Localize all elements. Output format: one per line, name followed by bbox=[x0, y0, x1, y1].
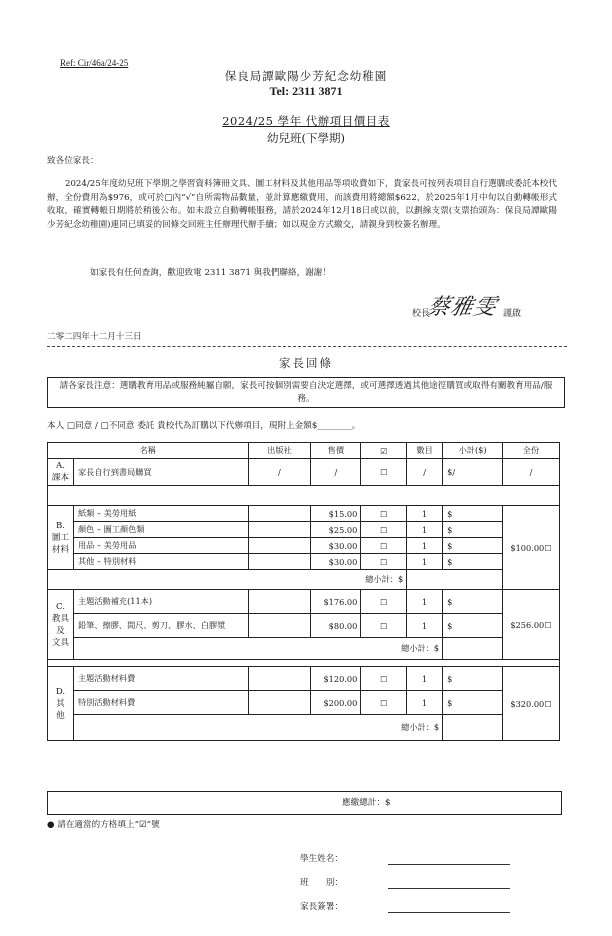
item-publisher bbox=[248, 691, 311, 715]
section-c-subtotal-row bbox=[48, 638, 560, 660]
item-checkbox[interactable]: ☐ bbox=[361, 614, 407, 638]
item-publisher bbox=[248, 614, 311, 638]
item-subtotal[interactable]: $ bbox=[443, 590, 503, 614]
consent-statement[interactable]: 本人 □同意 / □不同意 委託 貴校代為訂購以下代辦項目，現附上金額$________。 bbox=[47, 421, 361, 431]
section-a-subtotal[interactable]: $/ bbox=[443, 459, 503, 486]
item-price: $80.00 bbox=[311, 614, 361, 638]
section-b-subtotal-label: 總小計：$ bbox=[48, 570, 407, 590]
student-name-label: 學生姓名： bbox=[300, 854, 343, 864]
item-publisher bbox=[248, 590, 311, 614]
header-name: 名稱 bbox=[48, 443, 249, 459]
spacer-row bbox=[48, 660, 560, 667]
item-quantity: 1 bbox=[407, 506, 443, 522]
item-checkbox[interactable]: ☐ bbox=[361, 506, 407, 522]
header-full-set: 全份 bbox=[502, 443, 559, 459]
section-d-subtotal-row bbox=[48, 715, 560, 741]
spacer-row bbox=[48, 486, 560, 506]
item-checkbox[interactable]: ☐ bbox=[361, 538, 407, 554]
item-publisher bbox=[248, 506, 311, 522]
item-quantity: 1 bbox=[407, 554, 443, 570]
parent-signature-field[interactable] bbox=[388, 912, 510, 913]
grand-total-label[interactable]: 應繳總計：$ bbox=[342, 798, 391, 808]
item-subtotal[interactable]: $ bbox=[443, 522, 503, 538]
section-c-full-price[interactable]: $256.00☐ bbox=[502, 590, 559, 660]
item-quantity: 1 bbox=[407, 522, 443, 538]
item-name: 鉛筆、擦膠、間尺、剪刀、膠水、白膠漿 bbox=[73, 614, 248, 638]
header-subtotal: 小計($) bbox=[443, 443, 503, 459]
item-quantity: 1 bbox=[407, 667, 443, 691]
item-name: 紙類 – 美勞用紙 bbox=[73, 506, 248, 522]
item-name: 特別活動材料費 bbox=[73, 691, 248, 715]
table-header-row bbox=[48, 443, 560, 459]
signature-label: 校長 bbox=[412, 309, 431, 319]
school-name: 保良局譚歐陽少芳紀念幼稚園 bbox=[224, 69, 388, 83]
item-quantity: 1 bbox=[407, 538, 443, 554]
table-row-b-4 bbox=[48, 554, 560, 570]
item-publisher bbox=[248, 522, 311, 538]
header-check: ☑ bbox=[361, 443, 407, 459]
item-name: 用品 – 美勞用品 bbox=[73, 538, 248, 554]
item-price: $176.00 bbox=[311, 590, 361, 614]
item-price: $30.00 bbox=[311, 554, 361, 570]
item-name: 其他 – 特別材料 bbox=[73, 554, 248, 570]
item-subtotal[interactable]: $ bbox=[443, 554, 503, 570]
cut-line-divider bbox=[47, 346, 567, 347]
header-price: 售價 bbox=[311, 443, 361, 459]
item-quantity: 1 bbox=[407, 590, 443, 614]
item-checkbox[interactable]: ☐ bbox=[361, 554, 407, 570]
grand-total-row bbox=[47, 791, 562, 815]
section-b-subtotal-row bbox=[48, 570, 560, 590]
checkbox-note: ● 請在適當的方格填上“☑”號 bbox=[47, 820, 160, 830]
item-subtotal[interactable]: $ bbox=[443, 691, 503, 715]
item-price: $25.00 bbox=[311, 522, 361, 538]
notice-text: 請各家長注意：選購教育用品或服務純屬自願，家長可按個別需要自決定選擇，或可選擇透過其他途徑購買或取得有關教育用品/服務。 bbox=[59, 381, 553, 404]
item-publisher bbox=[248, 667, 311, 691]
section-a-full: / bbox=[502, 459, 559, 486]
section-a-checkbox[interactable]: ☐ bbox=[361, 459, 407, 486]
section-a-price: / bbox=[311, 459, 361, 486]
table-row-d-2 bbox=[48, 691, 560, 715]
letter-paragraph: 2024/25年度幼兒班下學期之學習資料簿冊文具、圖工材料及其他用品等項收費如下，貴家長可按列表項目自行選購或委託本校代辦，全份費用為$976，或可於□內“√”自所需物品數量，並計算應繳費用，而該費用將總額$622，於2025年1月中旬以自動轉帳形式收取，確實轉帳日期將於稍後公布。如未設立自動轉帳服務，請於2024年12月18日或以前，以劃線支票(支票抬頭為：保良局譚歐陽少芳紀念幼稚園)連同已填妥的回條交回班主任辦理代辦手續；如以現金方式繳交，請親身到校簽名辦理。 bbox=[47, 179, 557, 230]
table-row-b-1 bbox=[48, 506, 560, 522]
section-a-quantity: / bbox=[407, 459, 443, 486]
section-c-subtotal-label: 總小計：$ bbox=[73, 638, 442, 660]
class-field[interactable] bbox=[388, 888, 510, 889]
item-checkbox[interactable]: ☐ bbox=[361, 667, 407, 691]
item-name: 顏色 – 圖工顏色類 bbox=[73, 522, 248, 538]
table-row-b-3 bbox=[48, 538, 560, 554]
item-name: 主題活動材料費 bbox=[73, 667, 248, 691]
letter-greeting: 致各位家長： bbox=[47, 156, 99, 166]
principal-signature: 蔡雅雯 bbox=[424, 295, 500, 320]
item-subtotal[interactable]: $ bbox=[443, 667, 503, 691]
item-subtotal[interactable]: $ bbox=[443, 614, 503, 638]
reference-number: Ref: Cir/46a/24-25 bbox=[60, 58, 129, 68]
signature-title: 謹啟 bbox=[503, 309, 522, 319]
section-d-subtotal-label: 總小計：$ bbox=[73, 715, 442, 741]
student-name-field[interactable] bbox=[388, 864, 510, 865]
table-row-section-a bbox=[48, 459, 560, 486]
table-row-d-1 bbox=[48, 667, 560, 691]
table-row-b-2 bbox=[48, 522, 560, 538]
section-a-label: A. 課本 bbox=[48, 459, 74, 486]
item-price: $200.00 bbox=[311, 691, 361, 715]
section-a-publisher: / bbox=[248, 459, 311, 486]
item-price: $30.00 bbox=[311, 538, 361, 554]
item-quantity: 1 bbox=[407, 614, 443, 638]
section-d-full-price[interactable]: $320.00☐ bbox=[502, 667, 559, 741]
section-b-label: B. 圖工 材料 bbox=[48, 506, 74, 570]
header-publisher: 出版社 bbox=[248, 443, 311, 459]
item-checkbox[interactable]: ☐ bbox=[361, 590, 407, 614]
letter-date: 二零二四年十二月十三日 bbox=[47, 332, 142, 342]
table-row-c-1 bbox=[48, 590, 560, 614]
section-d-label: D. 其 他 bbox=[48, 667, 74, 741]
item-subtotal[interactable]: $ bbox=[443, 506, 503, 522]
item-checkbox[interactable]: ☐ bbox=[361, 522, 407, 538]
item-name: 主題活動補充(11本) bbox=[73, 590, 248, 614]
table-row-c-2 bbox=[48, 614, 560, 638]
class-name: 幼兒班(下學期) bbox=[267, 131, 345, 145]
price-table bbox=[47, 442, 560, 741]
item-publisher bbox=[248, 538, 311, 554]
section-b-full-price[interactable]: $100.00☐ bbox=[502, 506, 559, 590]
class-label: 班 別： bbox=[300, 878, 343, 888]
item-price: $15.00 bbox=[311, 506, 361, 522]
item-price: $120.00 bbox=[311, 667, 361, 691]
item-quantity: 1 bbox=[407, 691, 443, 715]
header-quantity: 數目 bbox=[407, 443, 443, 459]
item-subtotal[interactable]: $ bbox=[443, 538, 503, 554]
document-title: 2024/25 學年 代辦項目價目表 bbox=[222, 114, 390, 128]
section-c-label: C. 教具 及 文具 bbox=[48, 590, 74, 660]
school-telephone: Tel: 2311 3871 bbox=[269, 84, 343, 98]
reply-slip-title: 家長回條 bbox=[279, 356, 333, 370]
section-a-item: 家長自行到書局購買 bbox=[73, 459, 248, 486]
parent-signature-label: 家長簽署： bbox=[300, 902, 343, 912]
item-checkbox[interactable]: ☐ bbox=[361, 691, 407, 715]
letter-inquiry: 如家長有任何查詢，歡迎致電 2311 3871 與我們聯絡，謝謝！ bbox=[90, 268, 331, 278]
item-publisher bbox=[248, 554, 311, 570]
